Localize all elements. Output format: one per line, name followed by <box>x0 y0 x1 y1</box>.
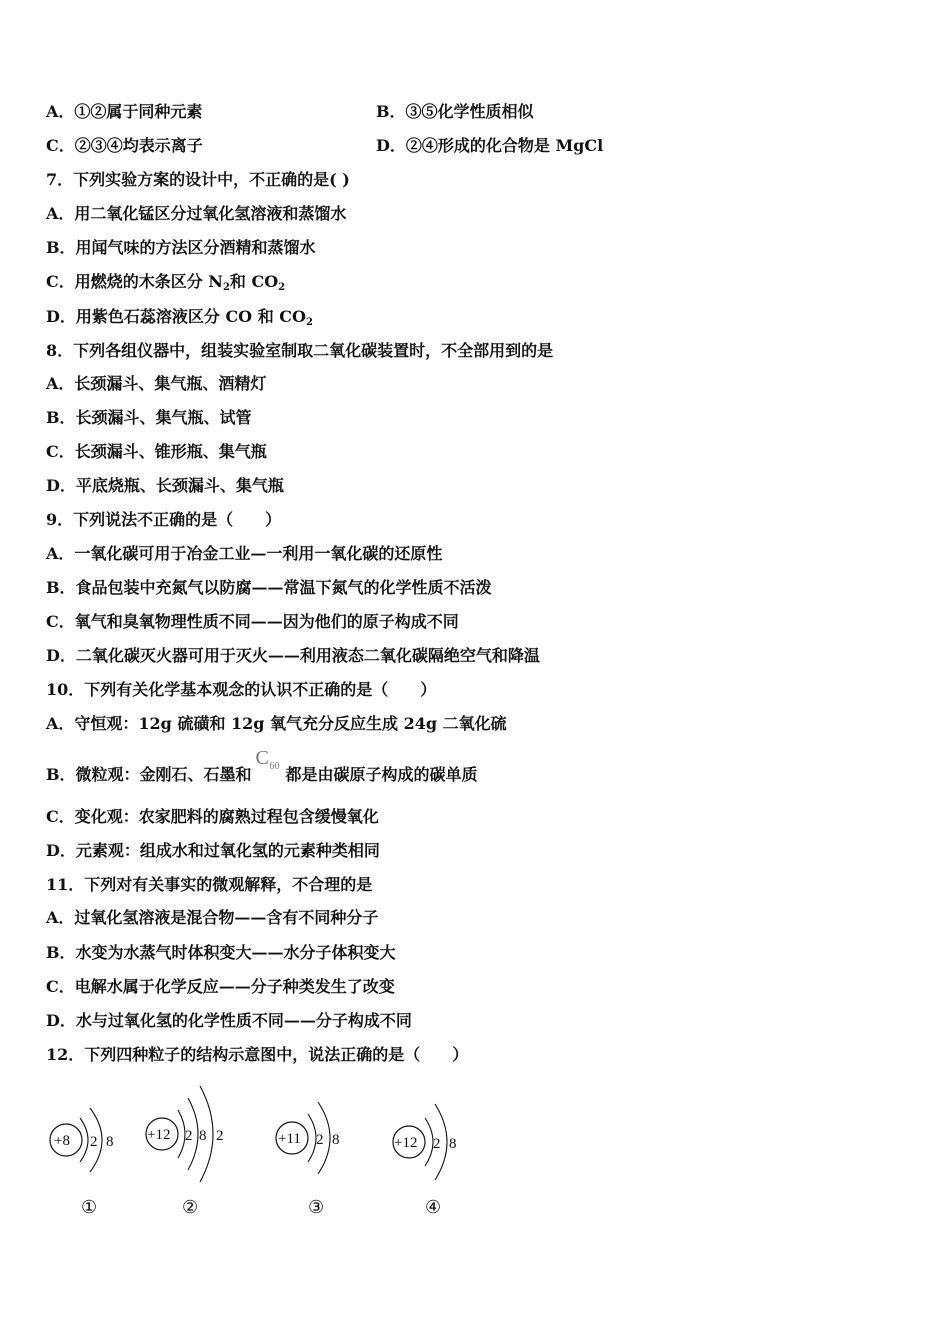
particle-label-2: ② <box>182 1197 199 1218</box>
subscript-2: 2 <box>305 317 313 328</box>
electron-shell-2: 8 <box>449 1136 457 1152</box>
q7-stem: 7．下列实验方案的设计中，不正确的是( ) <box>46 170 350 189</box>
nucleus-charge: +12 <box>394 1135 418 1151</box>
c60-carbon: C <box>255 747 269 769</box>
q12-stem: 12．下列四种粒子的结构示意图中，说法正确的是（ ） <box>46 1045 469 1064</box>
particle-diagram-2 <box>142 1090 252 1170</box>
q8-option-b: B．长颈漏斗、集气瓶、试管 <box>46 408 252 427</box>
particle-diagram-3 <box>272 1090 382 1170</box>
q8-stem: 8．下列各组仪器中，组装实验室制取二氧化碳装置时，不全部用到的是 <box>46 341 554 360</box>
q7-option-b: B．用闻气味的方法区分酒精和蒸馏水 <box>46 238 316 257</box>
electron-shell-1: 2 <box>185 1128 193 1144</box>
electron-shell-1: 2 <box>90 1134 98 1150</box>
q9-stem: 9．下列说法不正确的是（ ） <box>46 510 282 529</box>
nucleus-charge: +12 <box>147 1127 171 1143</box>
q10-option-a: A．守恒观：12g 硫磺和 12g 氧气充分反应生成 24g 二氧化硫 <box>46 714 507 733</box>
electron-shell-1: 2 <box>433 1136 441 1152</box>
q6-option-c: C．②③④均表示离子 <box>46 136 203 155</box>
q11-stem: 11．下列对有关事实的微观解释，不合理的是 <box>46 875 373 894</box>
q9-option-a: A．一氧化碳可用于冶金工业—一利用一氧化碳的还原性 <box>46 544 443 563</box>
c60-subscript: 60 <box>269 761 280 772</box>
subscript-2: 2 <box>222 282 230 293</box>
subscript-2: 2 <box>278 282 286 293</box>
q10-option-d: D．元素观：组成水和过氧化氢的元素种类相同 <box>46 841 380 860</box>
q11-option-c: C．电解水属于化学反应——分子种类发生了改变 <box>46 977 395 996</box>
q7-c-pre: C．用燃烧的木条区分 N <box>46 272 223 291</box>
q10-option-c: C．变化观：农家肥料的腐熟过程包含缓慢氧化 <box>46 807 379 826</box>
particle-label-1: ① <box>81 1197 98 1218</box>
q6-option-b: B．③⑤化学性质相似 <box>376 102 534 121</box>
particle-diagram-4 <box>389 1090 499 1170</box>
electron-shell-1: 2 <box>316 1132 324 1148</box>
q11-option-d: D．水与过氧化氢的化学性质不同——分子构成不同 <box>46 1011 412 1030</box>
q8-option-c: C．长颈漏斗、锥形瓶、集气瓶 <box>46 442 267 461</box>
q10-stem: 10．下列有关化学基本观念的认识不正确的是（ ） <box>46 680 437 699</box>
q8-option-d: D．平底烧瓶、长颈漏斗、集气瓶 <box>46 476 284 495</box>
q11-option-b: B．水变为水蒸气时体积变大——水分子体积变大 <box>46 943 396 962</box>
q7-c-mid: 和 CO <box>229 272 279 291</box>
q10-b-pre: B．微粒观：金刚石、石墨和 <box>46 765 252 784</box>
q9-option-d: D．二氧化碳灭火器可用于灭火——利用液态二氧化碳隔绝空气和降温 <box>46 646 540 665</box>
q6-option-a: A．①②属于同种元素 <box>46 102 203 121</box>
q11-option-a: A．过氧化氢溶液是混合物——含有不同种分子 <box>46 908 379 927</box>
electron-shell-2: 8 <box>199 1128 207 1144</box>
q9-option-c: C．氧气和臭氧物理性质不同——因为他们的原子构成不同 <box>46 612 459 631</box>
nucleus-charge: +11 <box>278 1131 301 1147</box>
q6-option-d: D．②④形成的化合物是 MgCl <box>376 136 604 155</box>
electron-shell-2: 8 <box>332 1132 340 1148</box>
particle-label-4: ④ <box>425 1197 442 1218</box>
q7-option-a: A．用二氧化锰区分过氧化氢溶液和蒸馏水 <box>46 204 347 223</box>
q7-d-pre: D．用紫色石蕊溶液区分 CO 和 CO <box>46 307 306 326</box>
c60-formula <box>254 747 284 780</box>
q8-option-a: A．长颈漏斗、集气瓶、酒精灯 <box>46 374 267 393</box>
q7-option-d <box>46 307 313 333</box>
q10-option-b <box>46 747 478 785</box>
electron-shell-2: 8 <box>106 1134 114 1150</box>
particle-label-3: ③ <box>308 1197 325 1218</box>
nucleus-charge: +8 <box>54 1133 70 1149</box>
particle-diagram-1 <box>44 1090 154 1170</box>
q9-option-b: B．食品包装中充氮气以防腐——常温下氮气的化学性质不活泼 <box>46 578 492 597</box>
q10-b-post: 都是由碳原子构成的碳单质 <box>285 765 478 784</box>
electron-shell-3: 2 <box>216 1128 224 1144</box>
q7-option-c <box>46 272 285 298</box>
